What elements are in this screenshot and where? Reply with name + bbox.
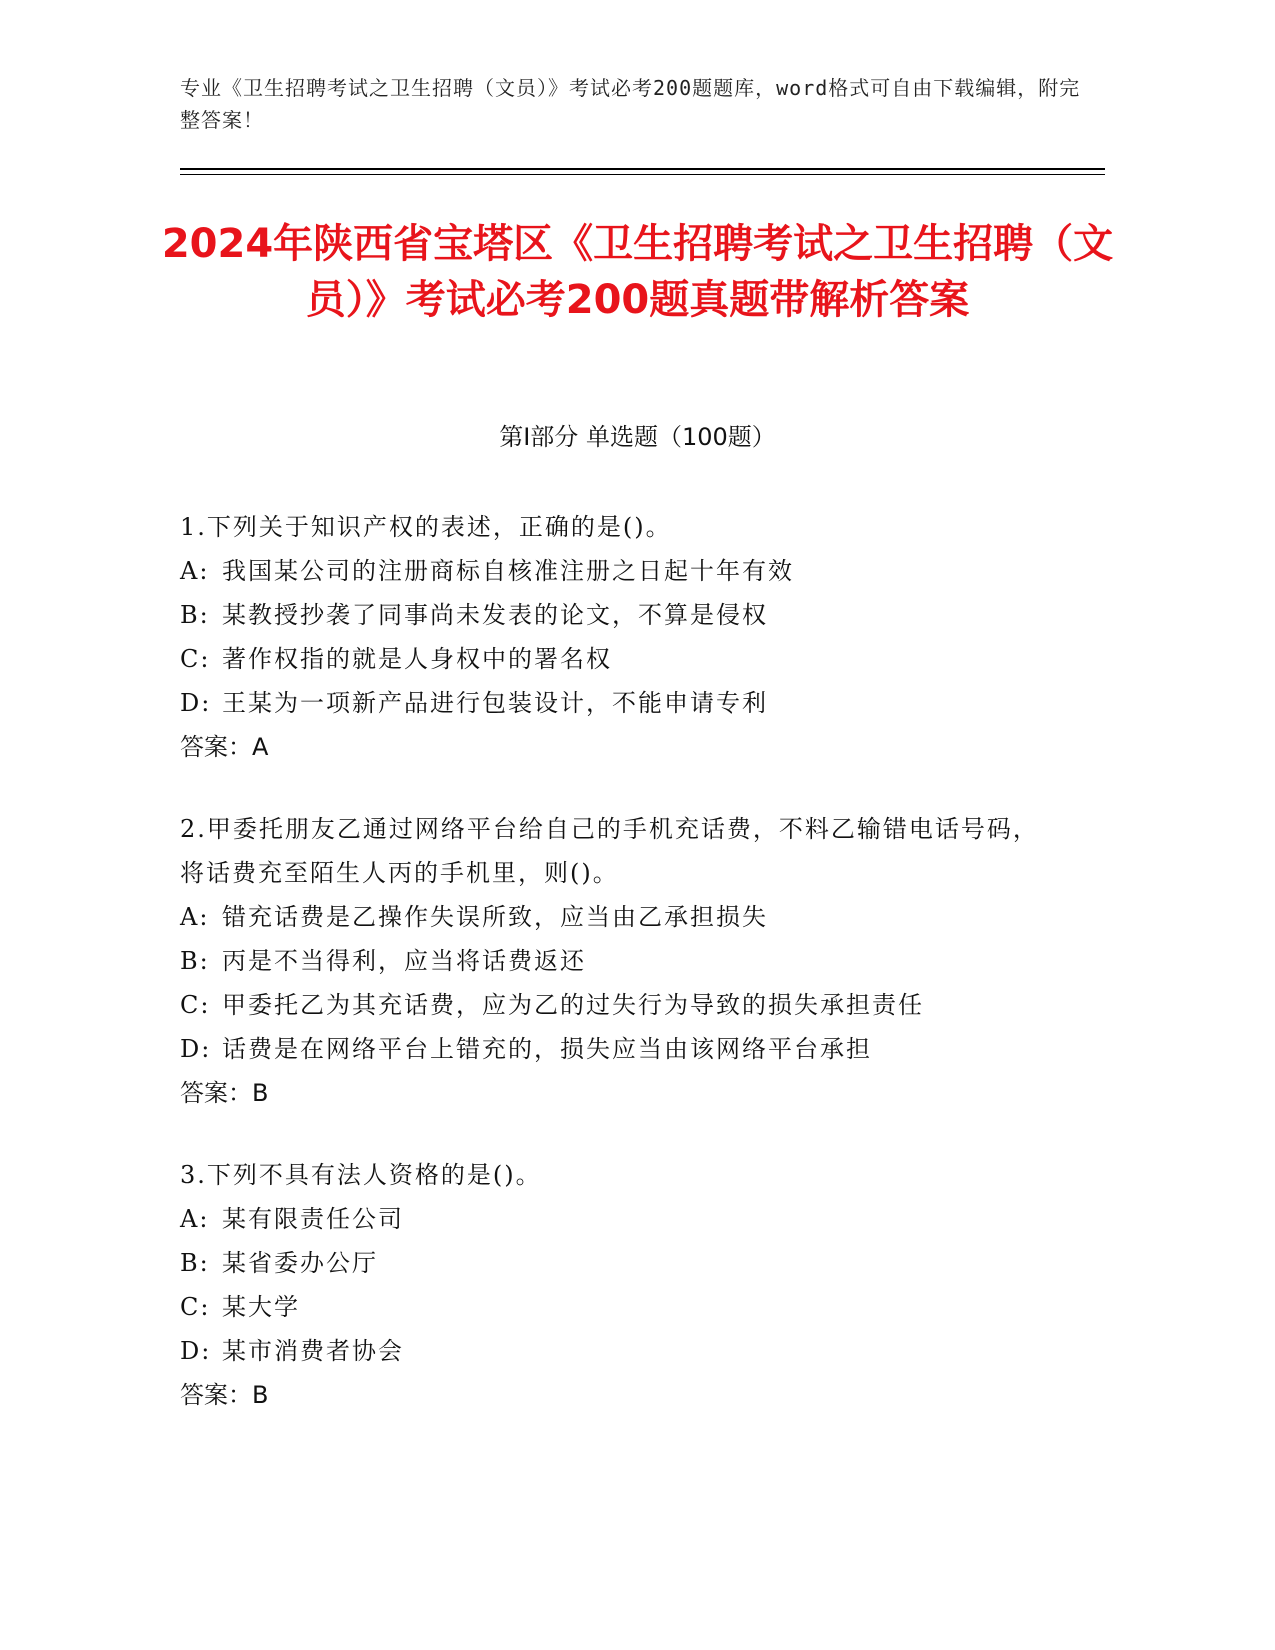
option-key: D: [180,1035,212,1063]
question-list [180,505,1060,1455]
option-key: B: [180,1249,210,1277]
question-2 [180,807,1060,1115]
answer-line: 答案：B [180,1079,269,1107]
option-d [180,1329,1060,1373]
option-b [180,593,1060,637]
option-text: 王某为一项新产品进行包装设计，不能申请专利 [222,689,768,717]
option-key: A: [180,903,210,931]
option-a [180,895,1060,939]
option-text: 某省委办公厅 [222,1249,378,1277]
option-text: 某有限责任公司 [222,1205,404,1233]
header-rule-thick [180,168,1105,170]
option-b [180,939,1060,983]
option-b [180,1241,1060,1285]
option-d [180,681,1060,725]
header-note: 专业《卫生招聘考试之卫生招聘（文员）》考试必考200题题库，word格式可自由下载编辑，附完整答案！ [180,76,1081,132]
answer-line: 答案：B [180,1381,269,1409]
option-d [180,1027,1060,1071]
option-key: B: [180,947,210,975]
answer-line: 答案：A [180,733,269,761]
option-text: 我国某公司的注册商标自核准注册之日起十年有效 [222,557,794,585]
question-3 [180,1153,1060,1417]
question-stem: 2.甲委托朋友乙通过网络平台给自己的手机充话费，不料乙输错电话号码，将话费充至陌生人丙的手机里，则()。 [180,815,1039,887]
option-key: A: [180,557,210,585]
option-a [180,549,1060,593]
option-text: 错充话费是乙操作失误所致，应当由乙承担损失 [222,903,768,931]
option-key: A: [180,1205,210,1233]
header-rule-thin [180,174,1105,175]
option-c [180,637,1060,681]
option-key: B: [180,601,210,629]
option-key: C: [180,1293,211,1321]
option-text: 丙是不当得利，应当将话费返还 [222,947,586,975]
option-text: 某教授抄袭了同事尚未发表的论文，不算是侵权 [222,601,768,629]
question-stem: 3.下列不具有法人资格的是()。 [180,1161,542,1189]
option-text: 甲委托乙为其充话费，应为乙的过失行为导致的损失承担责任 [222,991,924,1019]
option-text: 著作权指的就是人身权中的署名权 [222,645,612,673]
question-stem: 1.下列关于知识产权的表述，正确的是()。 [180,513,672,541]
option-key: D: [180,1337,212,1365]
option-c [180,983,1060,1027]
option-text: 某市消费者协会 [222,1337,404,1365]
option-key: C: [180,645,211,673]
option-c [180,1285,1060,1329]
option-a [180,1197,1060,1241]
question-1 [180,505,1060,769]
document-title: 2024年陕西省宝塔区《卫生招聘考试之卫生招聘（文员）》考试必考200题真题带解析答案 [161,221,1114,323]
section-heading: 第I部分 单选题（100题） [499,423,776,451]
option-key: C: [180,991,211,1019]
option-text: 话费是在网络平台上错充的，损失应当由该网络平台承担 [222,1035,872,1063]
option-text: 某大学 [222,1293,300,1321]
option-key: D: [180,689,212,717]
